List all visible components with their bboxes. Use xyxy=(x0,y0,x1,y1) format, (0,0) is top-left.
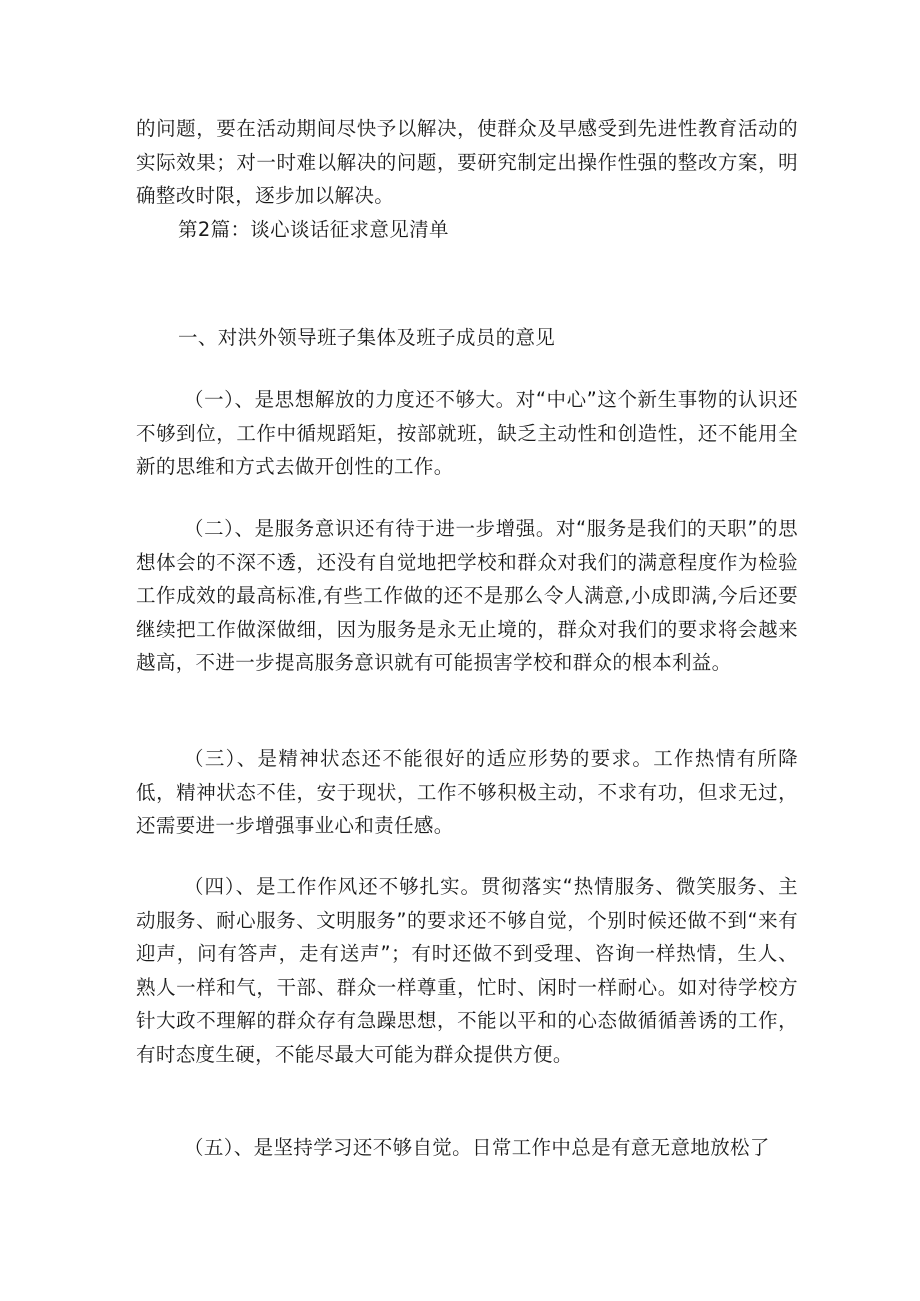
paragraph-opinion-1: （一）、是思想解放的力度还不够大。对“中心”这个新生事物的认识还不够到位，工作中循规蹈矩，按部就班，缺乏主动性和创造性，还不能用全新的思维和方式去做开创性的工作。 xyxy=(136,388,798,478)
paragraph-opinion-2: （二）、是服务意识还有待于进一步增强。对“服务是我们的天职”的思想体会的不深不透，还没有自觉地把学校和群众对我们的满意程度作为检验工作成效的最高标准,有些工作做的还不是那么令人满意,小成即满,今后还要继续把工作做深做细，因为服务是永无止境的，群众对我们的要求将会越来越高，不进一步提高服务意识就有可能损害学校和群众的根本利益。 xyxy=(136,517,798,674)
paragraph-opinion-4: （四）、是工作作风还不够扎实。贯彻落实“热情服务、微笑服务、主动服务、耐心服务、文明服务”的要求还不够自觉，个别时候还做不到“来有迎声，问有答声，走有送声”；有时还做不到受理、咨询一样热情，生人、熟人一样和气，干部、群众一样尊重，忙时、闲时一样耐心。如对待学校方针大政不理解的群众存有急躁思想，不能以平和的心态做循循善诱的工作，有时态度生硬，不能尽最大可能为群众提供方便。 xyxy=(136,875,798,1066)
article-heading: 第2篇：谈心谈话征求意见清单 xyxy=(178,218,449,241)
continuation-paragraph: 的问题，要在活动期间尽快予以解决，使群众及早感受到先进性教育活动的实际效果；对一时难以解决的问题，要研究制定出操作性强的整改方案，明确整改时限，逐步加以解决。 xyxy=(136,117,798,207)
section-title: 一、对洪外领导班子集体及班子成员的意见 xyxy=(178,326,556,349)
paragraph-opinion-5: （五）、是坚持学习还不够自觉。日常工作中总是有意无意地放松了 xyxy=(184,1136,770,1159)
paragraph-opinion-3: （三）、是精神状态还不能很好的适应形势的要求。工作热情有所降低，精神状态不佳，安于现状，工作不够积极主动，不求有功，但求无过，还需要进一步增强事业心和责任感。 xyxy=(136,747,798,837)
